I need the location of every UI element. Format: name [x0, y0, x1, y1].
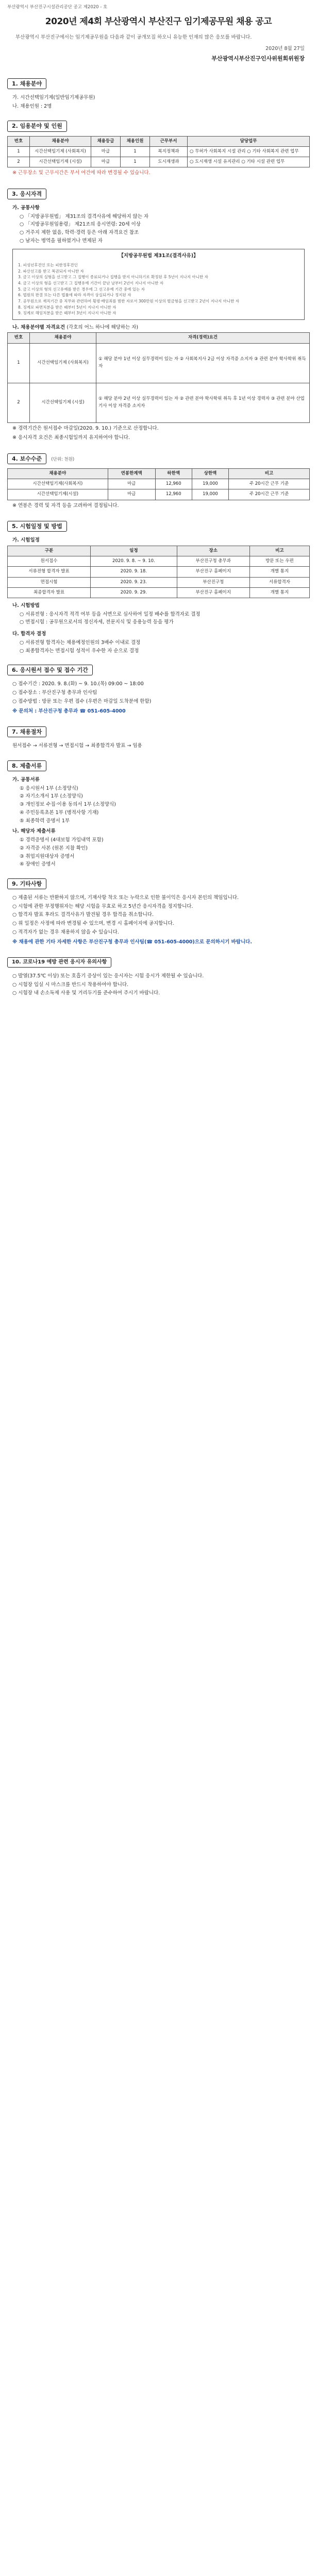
table-cell: 시간선택임기제(시설)	[8, 489, 108, 500]
contact-info: ※ 문의처 : 부산진구청 총무과 ☎ 051-605-4000	[12, 708, 126, 714]
list-item: ⑤ 최종학력 증명서 1부	[20, 818, 70, 824]
table-header: 하한액	[155, 469, 192, 479]
list-item: ④ 장애인 증명서	[20, 861, 56, 868]
table-header: 비고	[249, 546, 309, 556]
table-row	[8, 489, 310, 500]
disqualification-box	[12, 249, 305, 319]
table-cell: 부산진구 홈페이지	[177, 587, 249, 598]
list-item: ○ 위 일정은 사정에 따라 변경될 수 있으며, 변경 시 홈페이지에 공지합니다.	[12, 921, 174, 927]
table-cell: 서류합격자	[249, 577, 309, 587]
table-cell: 시간선택임기제 (시설)	[30, 383, 96, 422]
section-title-6: 6. 응시원서 접수 및 접수 기간	[7, 665, 93, 675]
table-cell: 시간선택임기제 (사회복지)	[30, 343, 96, 383]
table-cell: 마급	[91, 157, 121, 167]
notice-number: 부산광역시 부산진구시설관리공단 공고 제2020 - 호	[7, 5, 108, 10]
table-cell: 방문 또는 우편	[249, 556, 309, 567]
table-cell: 주 20시간 근무 기준	[229, 479, 310, 489]
table-cell: 2	[8, 157, 30, 167]
announcement-page	[0, 0, 317, 1029]
list-item: ○ 접수기간 : 2020. 9. 8.(화) ~ 9. 10.(목) 09:00 ~ 18:00	[12, 681, 144, 687]
box-item: 1. 피성년후견인 또는 피한정후견인	[18, 263, 78, 268]
positions-table	[7, 136, 310, 168]
table-row	[8, 157, 310, 167]
table-cell: 개별 통지	[249, 567, 309, 577]
table-row	[8, 479, 310, 489]
list-item: ④ 주민등록초본 1부 (병적사항 기재)	[20, 809, 99, 816]
table-header: 근무부서	[150, 136, 188, 146]
list-item: ③ 개인정보 수집·이용 동의서 1부 (소정양식)	[20, 802, 116, 808]
table-header: 연봉한계액	[108, 469, 155, 479]
table-cell: 마급	[108, 489, 155, 500]
table-cell: 최종합격자 발표	[8, 587, 91, 598]
table-cell: 12,960	[155, 479, 192, 489]
table-cell: 1	[121, 146, 150, 157]
list-item: ○ 거주지 제한 없음, 학력·경력 등은 아래 자격요건 참조	[20, 229, 139, 235]
list-item: ③ 취업지원대상자 증명서	[20, 853, 75, 859]
subsection-title: 나. 해당자 제출서류	[12, 828, 56, 835]
section-1-list	[7, 94, 310, 110]
table-cell: 서류전형 합격자 발표	[8, 567, 91, 577]
subsection-title: 다. 합격자 결정	[12, 631, 46, 637]
list-item: ○ 서류전형 : 응시자격 적격 여부 등을 서면으로 심사하여 일정 배수를 합격자로 결정	[20, 611, 201, 617]
table-cell: 1	[8, 343, 30, 383]
intro-text: 부산광역시 부산진구에서는 임기제공무원을 다음과 같이 공개모집 하오니 유능한 인재의 많은 응모를 바랍니다.	[15, 34, 252, 40]
schedule-table	[7, 546, 310, 598]
table-cell: 2	[8, 383, 30, 422]
list-item: ○ 시험장 내 손소독제 사용 및 거리두기를 준수하여 주시기 바랍니다.	[12, 990, 160, 996]
table-row	[8, 343, 310, 383]
list-item: ② 자기소개서 1부 (소정양식)	[20, 793, 83, 800]
box-item: 3. 금고 이상의 실형을 선고받고 그 집행이 종료되거나 집행을 받지 아니하기로 확정된 후 5년이 지나지 아니한 자	[18, 275, 208, 280]
subsection-title: 나. 시험방법	[12, 602, 40, 608]
list-item: ○ 면접시험 : 공무원으로서의 정신자세, 전문지식 및 응용능력 등을 평가	[20, 619, 174, 625]
qualification-table	[7, 332, 310, 422]
table-row	[8, 556, 310, 567]
table-cell: 2020. 9. 18.	[91, 567, 177, 577]
list-item: ○ 합격자 발표 후라도 결격사유가 발견될 경우 합격을 취소합니다.	[12, 912, 154, 918]
table-cell: 부산진구 홈페이지	[177, 567, 249, 577]
table-cell: 12,960	[155, 489, 192, 500]
table-cell: 1	[8, 146, 30, 157]
table-header: 비고	[229, 469, 310, 479]
box-item: 9. 징계로 해임처분을 받은 때부터 3년이 지나지 아니한 자	[18, 311, 116, 316]
table-cell: 원서접수	[8, 556, 91, 567]
section-title-2: 2. 임용분야 및 인원	[7, 121, 67, 131]
table-cell: 부산진구청	[177, 577, 249, 587]
section-title-8: 8. 제출서류	[7, 760, 46, 771]
list-item: 나. 채용인원 : 2명	[12, 103, 52, 109]
box-item: 6. 법원의 판결 또는 다른 법률에 따라 자격이 상실되거나 정지된 자	[18, 293, 131, 298]
table-cell: ① 해당 분야 2년 이상 실무경력이 있는 자 ② 관련 분야 학사학위 취득 후 1년 이상 경력자 ③ 관련 분야 산업기사 이상 자격증 소지자	[96, 383, 310, 422]
table-cell: 2020. 9. 8. ~ 9. 10.	[91, 556, 177, 567]
list-item: ○ 제출된 서류는 반환하지 않으며, 기재사항 착오 또는 누락으로 인한 불이익은 응시자 본인의 책임입니다.	[12, 894, 239, 901]
list-item: ○ 서류전형 합격자는 채용예정인원의 3배수 이내로 결정	[20, 639, 141, 646]
list-item: ○ 적격자가 없는 경우 채용하지 않을 수 있습니다.	[12, 929, 119, 935]
section-title-4: 4. 보수수준	[7, 453, 46, 464]
page-title: 2020년 제4회 부산광역시 부산진구 임기제공무원 채용 공고	[45, 16, 272, 27]
table-row	[8, 567, 310, 577]
table-cell: 2020. 9. 29.	[91, 587, 177, 598]
table-cell: 19,000	[192, 489, 228, 500]
table-cell: 부산진구청 총무과	[177, 556, 249, 567]
salary-unit: (단위: 천원)	[51, 457, 75, 463]
table-header: 채용등급	[91, 136, 121, 146]
list-item: ○ 시험장 입실 시 마스크를 반드시 착용하여야 합니다.	[12, 981, 129, 988]
subsection-subtitle: (각호의 어느 하나에 해당하는 자)	[66, 324, 139, 330]
table-cell: ○ 무허가 사회복지 시설 관리 ○ 기타 사회복지 관련 업무	[188, 146, 310, 157]
table-cell: 복지정책과	[150, 146, 188, 157]
table-row	[8, 587, 310, 598]
list-item: ① 응시원서 1부 (소정양식)	[20, 785, 78, 791]
subsection-title: 가. 공통사항	[12, 205, 40, 211]
table-header: 채용분야	[30, 333, 96, 343]
qualification-note: ※ 경력기간은 원서접수 마감일(2020. 9. 10.) 기준으로 산정합니다.	[12, 425, 159, 431]
subsection-title: 가. 공통서류	[12, 777, 40, 783]
table-cell: 1	[121, 157, 150, 167]
table-header: 장소	[177, 546, 249, 556]
qualification-note: ※ 응시자격 요건은 최종시험일까지 유지하여야 합니다.	[12, 435, 130, 441]
table-header: 구분	[8, 546, 91, 556]
subsection-title: 가. 시험일정	[12, 537, 40, 544]
section-title-5: 5. 시험일정 및 방법	[7, 521, 67, 532]
box-title: 【지방공무원법 제31조(결격사유)】	[119, 253, 198, 259]
table-header: 일정	[91, 546, 177, 556]
section-title-3: 3. 응시자격	[7, 189, 46, 199]
table-cell: 마급	[91, 146, 121, 157]
salary-note: ※ 연봉은 경력 및 자격 등을 고려하여 결정됩니다.	[12, 502, 119, 509]
list-item: ② 자격증 사본 (원본 지참 확인)	[20, 845, 88, 851]
table-cell: 시간선택임기제 (시설)	[30, 157, 91, 167]
list-item: ○ 최종합격자는 면접시험 성적이 우수한 자 순으로 결정	[20, 648, 139, 654]
list-item: ○ 시험에 관한 부정행위자는 해당 시험을 무효로 하고 5년간 응시자격을 정지합니다.	[12, 903, 193, 909]
table-cell: 주 20시간 근무 기준	[229, 489, 310, 500]
section-title-9: 9. 기타사항	[7, 878, 46, 889]
list-item: ○ 「지방공무원법」 제31조의 결격사유에 해당하지 않는 자	[20, 213, 149, 219]
list-item: ① 경력증명서 (4대보험 가입내역 포함)	[20, 837, 104, 843]
table-row	[8, 383, 310, 422]
table-header: 담당업무	[188, 136, 310, 146]
table-cell: ① 해당 분야 1년 이상 실무경력이 있는 자 ② 사회복지사 2급 이상 자격증 소지자 ③ 관련 분야 학사학위 취득자	[96, 343, 310, 383]
table-header: 채용인원	[121, 136, 150, 146]
table-header: 채용분야	[8, 469, 108, 479]
list-item: ○ 접수장소 : 부산진구청 총무과 인사팀	[12, 690, 97, 696]
table-cell: ○ 도시재생 시설 유지관리 ○ 기타 시설 관련 업무	[188, 157, 310, 167]
table-row	[8, 146, 310, 157]
list-item: ○ 발열(37.5℃ 이상) 또는 호흡기 증상이 있는 응시자는 시험 응시가 제한될 수 있습니다.	[12, 973, 204, 979]
box-item: 2. 파산선고를 받고 복권되지 아니한 자	[18, 268, 84, 274]
table-cell: 도시재생과	[150, 157, 188, 167]
table-cell: 개별 통지	[249, 587, 309, 598]
salary-table	[7, 468, 310, 500]
table-cell: 마급	[108, 479, 155, 489]
table-header: 자격(경력)요건	[96, 333, 310, 343]
list-item: ○ 「지방공무원임용령」 제21조의 응시연령: 20세 이상	[20, 222, 141, 228]
list-item: ○ 남자는 병역을 필하였거나 면제된 자	[20, 238, 103, 244]
list-item: 가. 시간선택임기제(일반임기제공무원)	[12, 95, 95, 101]
contact-info: ※ 채용에 관한 기타 자세한 사항은 부산진구청 총무과 인사팀(☎ 051-605-4000)으로 문의하시기 바랍니다.	[12, 939, 252, 945]
table-cell: 2020. 9. 23.	[91, 577, 177, 587]
table-header: 번호	[8, 136, 30, 146]
announcement-date: 2020년 8월 27일	[265, 46, 305, 52]
table-cell: 면접시험	[8, 577, 91, 587]
positions-note: ※ 근무장소 및 근무시간은 부서 여건에 따라 변경될 수 있습니다.	[12, 170, 151, 176]
table-cell: 19,000	[192, 479, 228, 489]
table-cell: 시간선택임기제(사회복지)	[8, 479, 108, 489]
table-header: 채용분야	[30, 136, 91, 146]
table-header: 번호	[8, 333, 30, 343]
box-item: 8. 징계로 파면처분을 받은 때부터 5년이 지나지 아니한 자	[18, 304, 116, 310]
process-flow: 원서접수 → 서류전형 → 면접시험 → 최종합격자 발표 → 임용	[12, 743, 142, 749]
table-cell: 시간선택임기제 (사회복지)	[30, 146, 91, 157]
box-item: 7. 공무원으로 재직기간 중 직무와 관련하여 횡령·배임죄를 범한 자로서 300만원 이상의 벌금형을 선고받고 2년이 지나지 아니한 자	[18, 298, 240, 303]
box-item: 5. 금고 이상의 형의 선고유예를 받은 경우에 그 선고유예 기간 중에 있는 자	[18, 286, 145, 292]
section-title-7: 7. 채용절차	[7, 726, 46, 737]
list-item: ○ 접수방법 : 방문 또는 우편 접수 (우편은 마감일 도착분에 한함)	[12, 698, 152, 704]
section-title-1: 1. 채용분야	[7, 78, 46, 89]
subsection-title: 나. 채용분야별 자격요건	[12, 324, 65, 330]
box-item: 4. 금고 이상의 형을 선고받고 그 집행유예 기간이 끝난 날부터 2년이 지나지 아니한 자	[18, 281, 164, 285]
table-header: 상한액	[192, 469, 228, 479]
section-title-10: 10. 코로나19 예방 관련 응시자 유의사항	[7, 957, 111, 968]
table-row	[8, 577, 310, 587]
agency-name: 부산광역시부산진구인사위원회위원장	[211, 55, 305, 62]
